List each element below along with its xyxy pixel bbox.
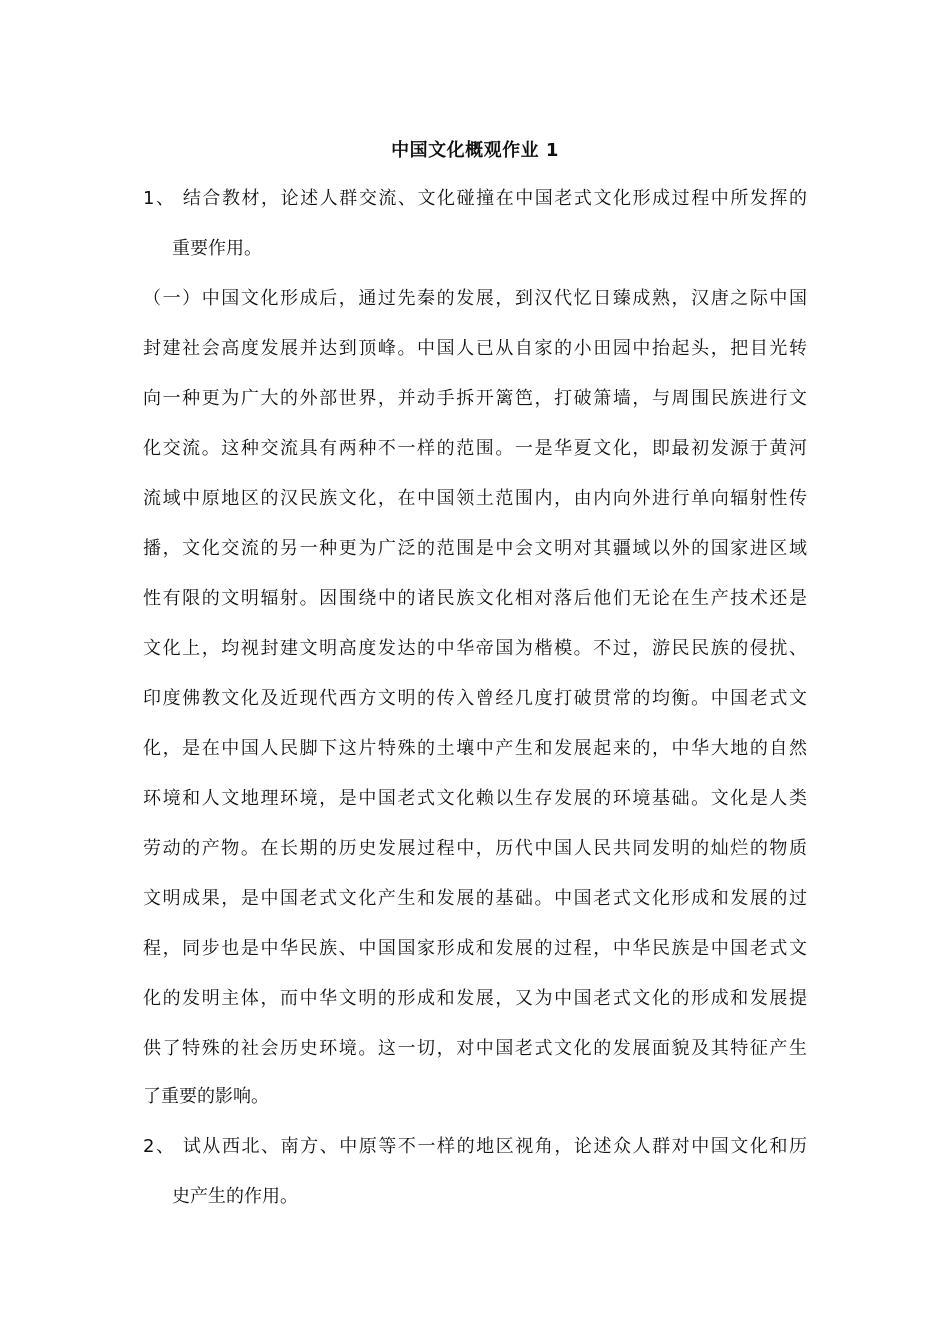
question-1-line-1: 1、 结合教材，论述人群交流、文化碰撞在中国老式文化形成过程中所发挥的 bbox=[143, 188, 807, 209]
answer-1-line-16: 供了特殊的社会历史环境。这一切，对中国老式文化的发展面貌及其特征产生 bbox=[143, 1038, 807, 1059]
answer-1-line-5: 流域中原地区的汉民族文化，在中国领土范围内，由内向外进行单向辐射性传 bbox=[143, 488, 807, 509]
answer-1-line-2: 封建社会高度发展并达到顶峰。中国人已从自家的小田园中抬起头，把目光转 bbox=[143, 338, 807, 359]
answer-1-line-8: 文化上，均视封建文明高度发达的中华帝国为楷模。不过，游民民族的侵扰、 bbox=[143, 638, 807, 659]
question-2-line-2: 史产生的作用。 bbox=[172, 1186, 298, 1207]
answer-1-line-1: （一）中国文化形成后，通过先秦的发展，到汉代忆日臻成熟，汉唐之际中国 bbox=[143, 288, 807, 309]
answer-1-line-9: 印度佛教文化及近现代西方文明的传入曾经几度打破贯常的均衡。中国老式文 bbox=[143, 688, 807, 709]
answer-1-line-10: 化，是在中国人民脚下这片特殊的土壤中产生和发展起来的，中华大地的自然 bbox=[143, 738, 807, 759]
answer-1-line-6: 播，文化交流的另一种更为广泛的范围是中会文明对其疆域以外的国家进区域 bbox=[143, 538, 807, 559]
answer-1-line-4: 化交流。这种交流具有两种不一样的范围。一是华夏文化，即最初发源于黄河 bbox=[143, 438, 807, 459]
answer-1-line-3: 向一种更为广大的外部世界，并动手拆开篱笆，打破箫墙，与周围民族进行文 bbox=[143, 388, 807, 409]
answer-1-line-12: 劳动的产物。在长期的历史发展过程中，历代中国人民共同发明的灿烂的物质 bbox=[143, 838, 807, 859]
answer-1-line-7: 性有限的文明辐射。因围绕中的诸民族文化相对落后他们无论在生产技术还是 bbox=[143, 588, 807, 609]
answer-1-line-11: 环境和人文地理环境，是中国老式文化赖以生存发展的环境基础。文化是人类 bbox=[143, 788, 807, 809]
question-2-line-1: 2、 试从西北、南方、中原等不一样的地区视角，论述众人群对中国文化和历 bbox=[143, 1136, 807, 1157]
question-1-line-2: 重要作用。 bbox=[172, 238, 262, 259]
document-title: 中国文化概观作业 1 bbox=[391, 140, 559, 161]
answer-1-line-15: 化的发明主体，而中华文明的形成和发展，又为中国老式文化的形成和发展提 bbox=[143, 988, 807, 1009]
answer-1-line-14: 程，同步也是中华民族、中国国家形成和发展的过程，中华民族是中国老式文 bbox=[143, 938, 807, 959]
answer-1-line-17: 了重要的影响。 bbox=[143, 1086, 269, 1107]
answer-1-line-13: 文明成果，是中国老式文化产生和发展的基础。中国老式文化形成和发展的过 bbox=[143, 888, 807, 909]
